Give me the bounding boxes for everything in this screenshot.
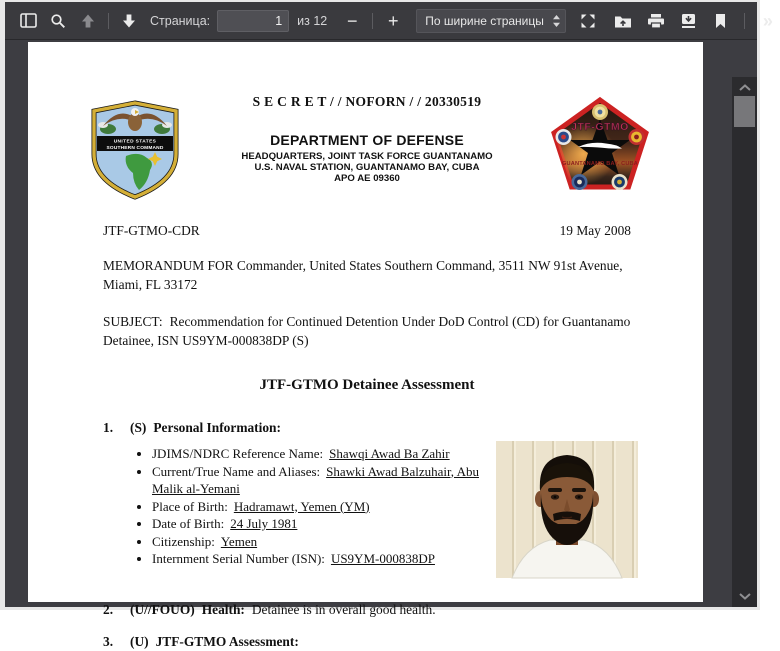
page-count-label: из 12	[297, 13, 328, 28]
classification-marking: (U//FOUO)	[130, 602, 195, 617]
page-number-input[interactable]	[217, 10, 289, 32]
subject-text: Recommendation for Continued Detention Under DoD Control (CD) for Guantanamo Detainee, ISN US9YM-000838DP (S)	[103, 314, 631, 348]
section-number: 2.	[103, 602, 114, 617]
select-spinner-icon	[552, 14, 561, 28]
download-button[interactable]	[677, 8, 701, 34]
document-body	[28, 42, 703, 651]
jtf-gtmo-seal	[551, 97, 649, 201]
document-date: 19 May 2008	[559, 223, 631, 238]
personal-info-block	[103, 445, 631, 586]
page-up-button[interactable]	[76, 8, 100, 34]
list-item	[152, 445, 484, 463]
find-button[interactable]	[46, 8, 70, 34]
classification-banner: S E C R E T / / NOFORN / / 20330519	[252, 94, 482, 109]
zoom-out-button[interactable]: −	[340, 8, 364, 34]
pdf-viewer	[5, 2, 773, 649]
toolbar-separator	[744, 13, 745, 29]
page-down-button[interactable]	[117, 8, 141, 34]
document-page	[28, 42, 703, 649]
classification-marking: (S)	[130, 420, 147, 435]
section-number: 3.	[103, 634, 114, 649]
vertical-scrollbar[interactable]	[732, 77, 757, 607]
list-item	[152, 463, 484, 498]
scrollbar-thumb[interactable]	[734, 96, 755, 127]
expand-icon	[580, 13, 596, 29]
toolbar-separator	[108, 13, 109, 29]
more-tools-button[interactable]: »	[756, 8, 780, 34]
arrow-up-icon	[80, 13, 96, 29]
field-label: Citizenship:	[152, 533, 215, 549]
field-value: Hadramawt, Yemen (YM)	[233, 498, 370, 514]
classification-marking: (U)	[130, 634, 149, 649]
search-icon	[50, 13, 66, 29]
field-label: Date of Birth:	[152, 516, 225, 531]
toolbar-separator	[372, 13, 373, 29]
section-text: Detainee is in overall good health.	[251, 602, 436, 617]
list-item	[152, 498, 484, 516]
list-item	[152, 550, 484, 568]
station-line: U.S. NAVAL STATION, GUANTANAMO BAY, CUBA	[254, 162, 480, 173]
field-value: 24 July 1981	[230, 516, 298, 531]
chevron-down-icon	[739, 593, 751, 600]
letterhead	[103, 121, 639, 211]
zoom-select[interactable]	[416, 9, 566, 33]
open-file-button[interactable]	[611, 8, 635, 34]
viewer-content	[5, 40, 757, 649]
department-name: DEPARTMENT OF DEFENSE	[270, 132, 464, 148]
scroll-up-button[interactable]	[732, 79, 757, 96]
subject-label: SUBJECT:	[103, 314, 163, 329]
seal-title: JTF-GTMO	[571, 121, 629, 133]
section-1-heading	[103, 418, 631, 437]
print-button[interactable]	[644, 8, 668, 34]
seal-subtitle: GUANTANAMO BAY, CUBA	[561, 161, 639, 167]
chevron-up-icon	[739, 84, 751, 91]
field-value: Shawqi Awad Ba Zahir	[329, 446, 450, 461]
field-value: US9YM-000838DP	[330, 551, 435, 566]
presentation-mode-button[interactable]	[576, 8, 600, 34]
section-3	[103, 632, 631, 651]
open-folder-icon	[614, 13, 632, 29]
scroll-down-button[interactable]	[732, 588, 757, 605]
memo-for-line: MEMORANDUM FOR Commander, United States Southern Command, 3511 NW 91st Avenue, Miami, FL 33172	[103, 258, 623, 292]
section-number: 1.	[103, 420, 114, 435]
list-item	[152, 515, 484, 533]
field-label: Current/True Name and Aliases:	[152, 463, 321, 479]
list-item	[152, 533, 484, 551]
office-symbol: JTF-GTMO-CDR	[103, 223, 200, 238]
arrow-down-icon	[121, 13, 137, 29]
sidebar-toggle-button[interactable]	[16, 8, 40, 34]
office-symbol-row	[103, 221, 631, 240]
detainee-photo	[496, 441, 638, 578]
section-title: JTF-GTMO Assessment:	[155, 634, 299, 649]
printer-icon	[647, 13, 665, 29]
section-title: Personal Information:	[153, 420, 281, 435]
hq-line: HEADQUARTERS, JOINT TASK FORCE GUANTANAMO	[241, 151, 493, 162]
field-label: JDIMS/NDRC Reference Name:	[152, 446, 324, 461]
section-title: Health:	[201, 602, 245, 617]
field-value: Shawki Awad Balzuhair, Abu Malik al-Yemani	[152, 463, 479, 496]
personal-info-list	[103, 445, 484, 568]
zoom-select-value: По ширине страницы	[425, 13, 544, 28]
sidebar-toggle-icon	[20, 13, 37, 28]
zoom-in-button[interactable]: +	[381, 8, 405, 34]
field-label: Place of Birth:	[152, 498, 228, 514]
apo-line: APO AE 09360	[334, 173, 400, 184]
southcom-seal	[89, 100, 181, 200]
page-label: Страница:	[150, 13, 211, 28]
subject-line	[103, 312, 631, 350]
bookmark-icon	[714, 13, 727, 29]
document-title: JTF-GTMO Detainee Assessment	[259, 377, 475, 393]
seal-band-line2: SOUTHERN COMMAND	[106, 146, 164, 151]
toolbar	[5, 2, 773, 40]
seal-band-line1: UNITED STATES	[113, 139, 157, 145]
field-value: Yemen	[220, 533, 258, 549]
section-2	[103, 600, 631, 619]
field-label: Internment Serial Number (ISN):	[152, 551, 325, 566]
bookmark-button[interactable]	[709, 8, 733, 34]
download-icon	[680, 13, 697, 29]
